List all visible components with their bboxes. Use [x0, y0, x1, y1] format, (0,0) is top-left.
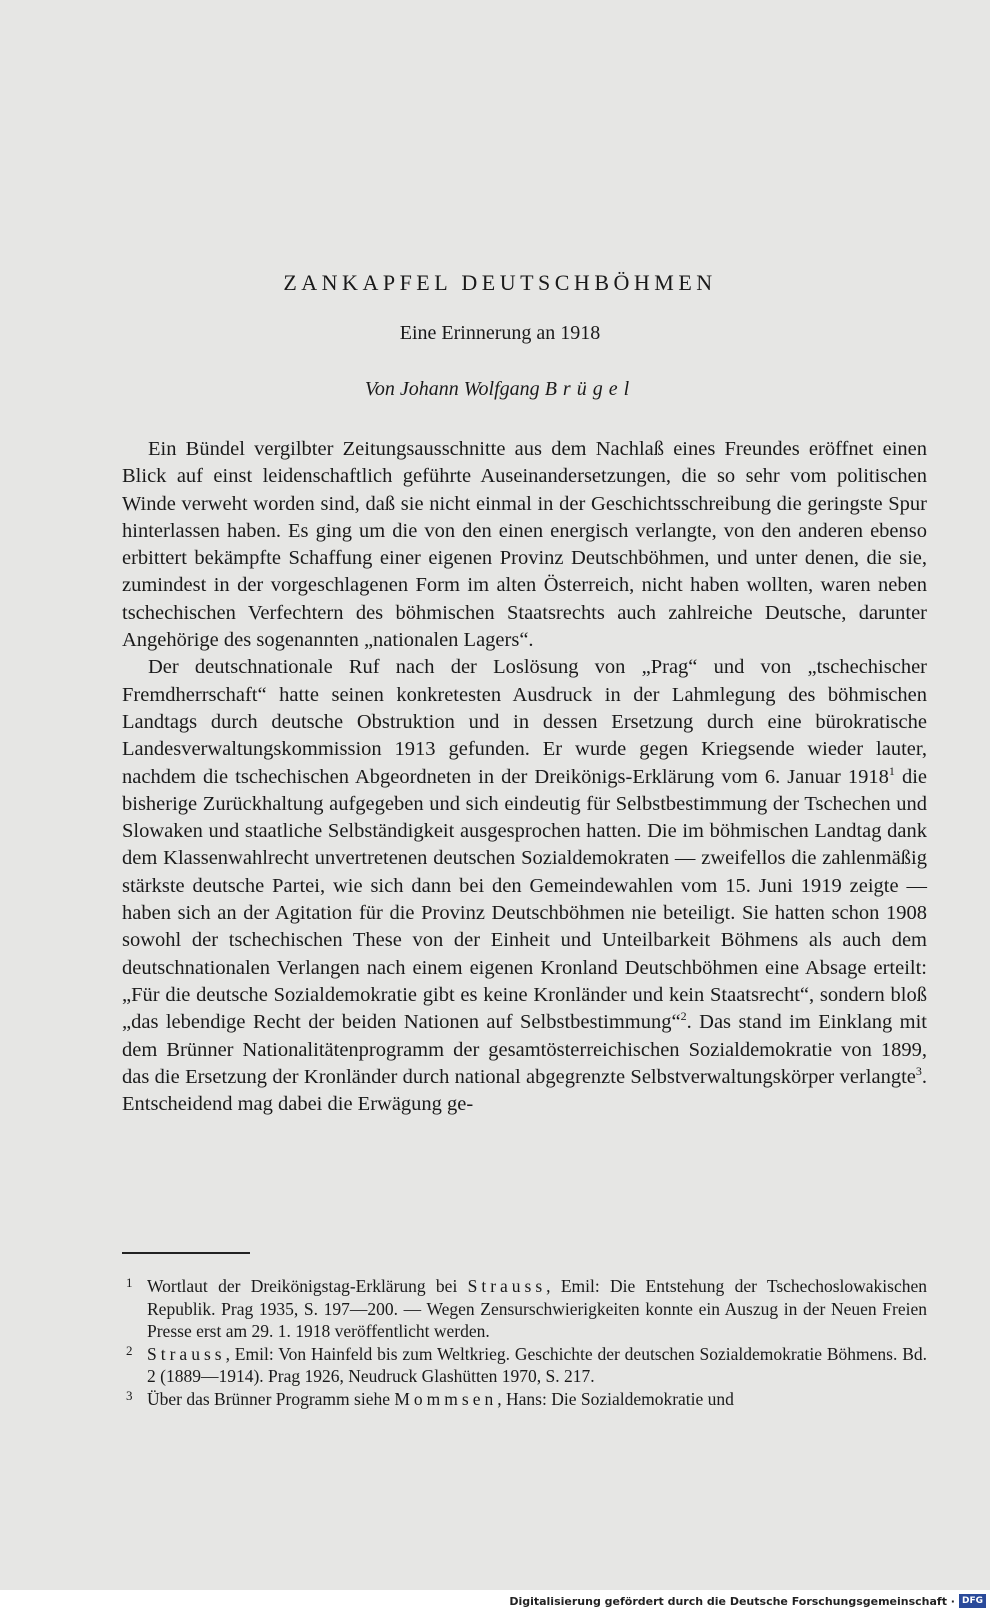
paragraph-2-part-c: . Das stand im Einklang mit dem Brünner Nationalitätenprogramm der gesamtösterreichischen Sozialdemokratie von 1899, das die Ersetzung der Kronländer durch national abgegrenzte Selbstverwaltungskörper verlangte [122, 1011, 927, 1088]
paragraph-2-part-b: die bisherige Zurückhaltung aufgegeben und sich eindeutig für Selbstbestimmung der Tschechen und Slowaken und staatliche Selbständigkeit ausgesprochen hatten. Die im böhmischen Landtag dank dem Klassenwahlrecht unvertretenen deutschen Sozialdemokraten — zweifellos die zahlenmäßig stärkste deutsche Partei, wie sich dann bei den Gemeindewahlen vom 15. Juni 1919 zeigte — haben sich an der Agitation für die Provinz Deutschböhmen nie beteiligt. Sie hatten schon 1908 sowohl der tschechischen These von der Einheit und Unteilbarkeit Böhmens als auch dem deutschnationalen Verlangen nach einem eigenen Kronland Deutschböhmen eine Absage erteilt: „Für die deutsche Sozialdemokratie gibt es keine Kronländer und kein Staatsrecht“, sondern bloß „das lebendige Recht der beiden Nationen auf Selbstbestimmung“ [122, 765, 928, 1034]
paragraph-2-part-d: . Entscheidend mag dabei die Erwägung ge- [122, 1065, 927, 1116]
paragraph-2-part-a: Der deutschnationale Ruf nach der Loslösung von „Prag“ und von „tschechischer Fremdherrschaft“ hatte seinen konkretesten Ausdruck in der Lahmlegung des böhmischen Landtags durch deutsche Obstruktion und in dessen Ersetzung durch eine bürokratische Landesverwaltungskommission 1913 gefunden. Er wurde gegen Kriegsende wieder lauter, nachdem die tschechischen Abgeordneten in der Dreikönigs-Erklärung vom 6. Januar 1918 [122, 656, 927, 788]
byline-prefix: Von Johann Wolfgang [364, 378, 545, 400]
footnote-number: 2 [126, 1342, 133, 1358]
body-paragraph-2 [122, 654, 927, 1118]
footnote-author: Strauss [467, 1276, 547, 1296]
footnotes [122, 1275, 927, 1410]
footnote-ref-2: 2 [680, 1009, 687, 1024]
credit-text: Digitalisierung gefördert durch die Deutsche Forschungsgemeinschaft · [509, 1594, 955, 1608]
footnote-divider [122, 1252, 250, 1254]
article-title: ZANKAPFEL DEUTSCHBÖHMEN [283, 270, 717, 295]
body-paragraph-1: Ein Bündel vergilbter Zeitungsausschnitte aus dem Nachlaß eines Freundes eröffnet einen Blick auf einst leidenschaftlich geführte Auseinandersetzungen, die so sehr vom politischen Winde verweht worden sind, daß sie nicht einmal in der Geschichtsschreibung die geringste Spur hinterlassen haben. Es ging um die von den einen energisch verlangte, von den anderen ebenso erbittert bekämpfte Schaffung einer eigenen Provinz Deutschböhmen, und unter denen, die sie, zumindest in der vorgeschlagenen Form im alten Österreich, nicht haben wollten, waren neben tschechischen Verfechtern des böhmischen Staatsrechts auch zahlreiche Deutsche, darunter Angehörige des sogenannten „nationalen Lagers“. [122, 438, 927, 652]
footnote-text-after: , Hans: Die Sozialdemokratie und [497, 1388, 734, 1409]
footnote-author: Mommsen [394, 1388, 498, 1409]
footnote-number: 3 [126, 1387, 133, 1403]
footnote-author: Strauss [147, 1343, 226, 1364]
byline-surname: Brügel [544, 378, 636, 400]
footnote-ref-1: 1 [888, 763, 895, 778]
footnote [122, 1388, 927, 1411]
article-byline [0, 378, 1000, 401]
footnote-ref-3: 3 [915, 1064, 922, 1078]
footnote-number: 1 [126, 1275, 133, 1290]
footnote-text-after: , Emil: Von Hainfeld bis zum Weltkrieg. Geschichte der deutschen Sozialdemokratie Böhmens. Bd. 2 (1889—1914). Prag 1926, Neudruck Glashütten 1970, S. 217. [147, 1343, 927, 1386]
footnote [122, 1343, 927, 1388]
footnote [122, 1275, 927, 1343]
dfg-logo: DFG [959, 1594, 986, 1608]
digitization-credit [509, 1594, 986, 1608]
footnote-text-before: Wortlaut der Dreikönigstag-Erklärung bei [147, 1276, 468, 1296]
article-subtitle: Eine Erinnerung an 1918 [399, 322, 601, 344]
footnote-text-after: , Emil: Die Entstehung der Tschechoslowakischen Republik. Prag 1935, S. 197—200. — Wegen Zensurschwierigkeiten konnte ein Auszug in der Neuen Freien Presse erst am 29. 1. 1918 veröffentlicht werden. [147, 1276, 927, 1341]
article-body [122, 436, 927, 1118]
footnote-text-before: Über das Brünner Programm siehe [147, 1388, 395, 1409]
